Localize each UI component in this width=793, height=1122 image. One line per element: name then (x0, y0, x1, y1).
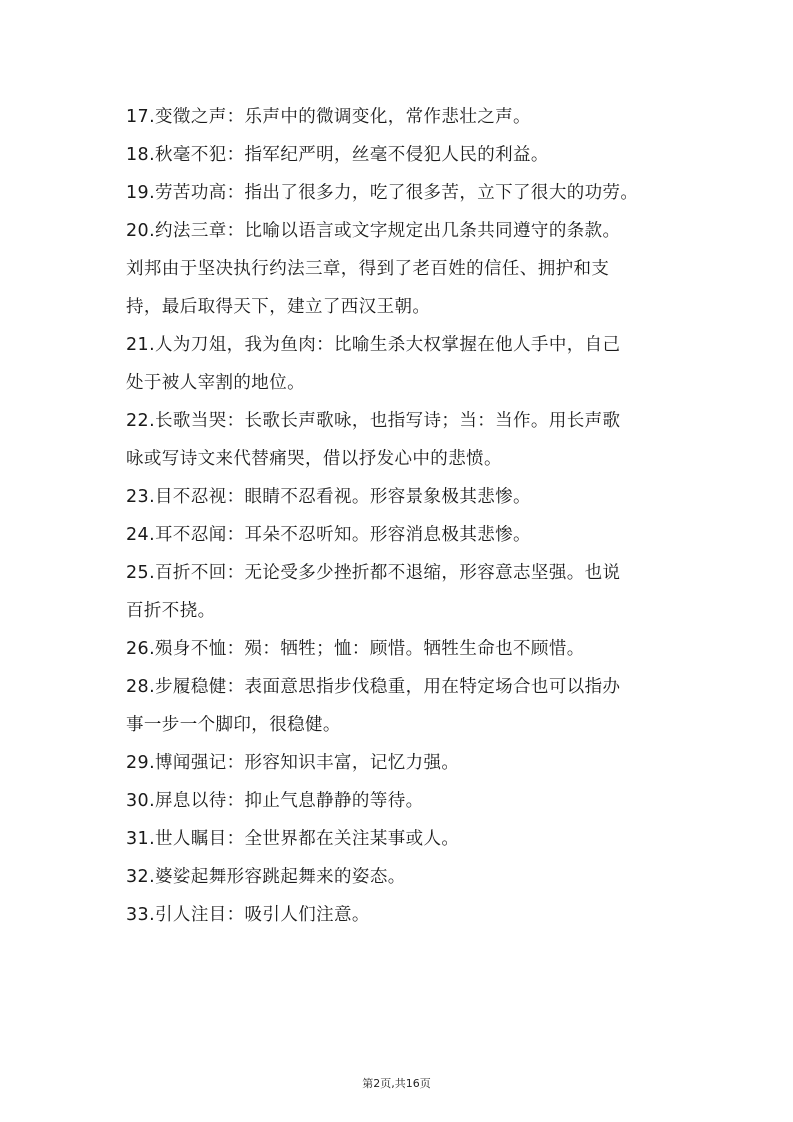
entry-17: 17.变徵之声：乐声中的微调变化，常作悲壮之声。 (126, 107, 531, 127)
entry-25 (126, 554, 671, 630)
entry-20 (126, 212, 671, 326)
entry-28 (126, 668, 671, 744)
entry-21 (126, 326, 671, 402)
entry-line: 28.步履稳健：表面意思指步伐稳重，用在特定场合也可以指办 (126, 677, 621, 697)
entry-line: 22.长歌当哭：长歌长声歌咏，也指写诗；当：当作。用长声歌 (126, 411, 621, 431)
entry-26: 26.殒身不恤：殒：牺牲；恤：顾惜。牺牲生命也不顾惜。 (126, 639, 585, 659)
entry-31: 31.世人瞩目：全世界都在关注某事或人。 (126, 829, 460, 849)
entry-line: 咏或写诗文来代替痛哭，借以抒发心中的悲愤。 (126, 449, 502, 469)
entry-line: 20.约法三章：比喻以语言或文字规定出几条共同遵守的条款。 (126, 221, 621, 241)
entry-29: 29.博闻强记：形容知识丰富，记忆力强。 (126, 753, 460, 773)
entry-line: 事一步一个脚印，很稳健。 (126, 715, 341, 735)
entry-30: 30.屏息以待：抑止气息静静的等待。 (126, 791, 424, 811)
entry-line: 刘邦由于坚决执行约法三章，得到了老百姓的信任、拥护和支 (126, 259, 610, 279)
entry-line: 25.百折不回：无论受多少挫折都不退缩，形容意志坚强。也说 (126, 563, 621, 583)
entry-32: 32.婆娑起舞形容跳起舞来的姿态。 (126, 867, 406, 887)
entry-33: 33.引人注目：吸引人们注意。 (126, 905, 370, 925)
entry-22 (126, 402, 671, 478)
entry-18: 18.秋毫不犯：指军纪严明，丝毫不侵犯人民的利益。 (126, 145, 549, 165)
idiom-list (126, 98, 671, 934)
entry-line: 21.人为刀俎，我为鱼肉：比喻生杀大权掌握在他人手中，自己 (126, 335, 621, 355)
entry-line: 持，最后取得天下，建立了西汉王朝。 (126, 297, 431, 317)
page-number-footer: 第2页,共16页 (362, 1077, 431, 1090)
entry-19: 19.劳苦功高：指出了很多力，吃了很多苦，立下了很大的功劳。 (126, 183, 639, 203)
entry-line: 处于被人宰割的地位。 (126, 373, 305, 393)
entry-24: 24.耳不忍闻：耳朵不忍听知。形容消息极其悲惨。 (126, 525, 531, 545)
entry-line: 百折不挠。 (126, 601, 216, 621)
entry-23: 23.目不忍视：眼睛不忍看视。形容景象极其悲惨。 (126, 487, 531, 507)
